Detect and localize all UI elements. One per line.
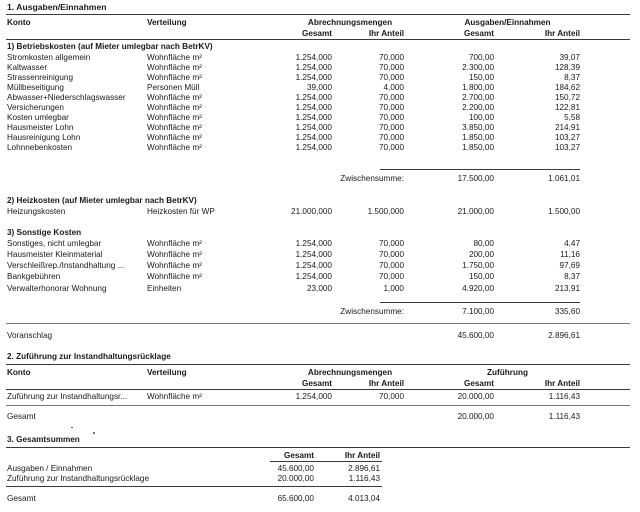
row-ag-gesamt: 80,00 [473,239,494,248]
bk-zwischensumme-gesamt: 17.500,00 [457,174,494,183]
s2-header-abrechnungsmengen: Abrechnungsmengen [307,368,393,377]
s2-gesamt-label: Gesamt [7,412,36,421]
voranschlag-anteil: 2.896,61 [548,331,580,340]
voranschlag-label: Voranschlag [7,331,53,340]
row-ag-gesamt: 3.850,00 [462,123,494,132]
row-konto: Müllbeseitigung [7,83,64,92]
row-gesamt: 21.000,000 [291,207,332,216]
row-konto: Lohnnebenkosten [7,143,73,152]
s3-row-gesamt: 45.600,00 [277,464,314,473]
section-2-title: 2. Zuführung zur Instandhaltungsrücklage [7,352,171,361]
row-ag-gesamt: 1.800,00 [462,83,494,92]
s3-gesamt-label: Gesamt [7,494,36,503]
s3-gesamt-anteil: 4.013,04 [348,494,380,503]
row-ag-gesamt: 200,00 [468,250,494,259]
row-ag-gesamt: 150,00 [468,73,494,82]
row-konto: Hausmeister Lohn [7,123,74,132]
row-anteil: 70,000 [378,250,404,259]
row-ag-anteil: 103,27 [554,143,580,152]
row-konto: Versicherungen [7,103,64,112]
row-anteil: 70,000 [378,261,404,270]
row-anteil: 70,000 [378,113,404,122]
row-ag-anteil: 128,39 [554,63,580,72]
row-ag-gesamt: 150,00 [468,272,494,281]
s2-header-z-anteil: Ihr Anteil [544,379,580,388]
voranschlag-gesamt: 45.600,00 [457,331,494,340]
row-anteil: 70,000 [378,143,404,152]
row-z-gesamt: 20.000,00 [457,392,494,401]
row-anteil: 1.500,000 [367,207,404,216]
sk-zwischensumme-anteil: 335,60 [554,307,580,316]
s3-row-anteil: 1.116,43 [348,474,380,483]
row-gesamt: 39,000 [306,83,332,92]
row-konto: Stromkosten allgemein [7,53,91,62]
row-ag-gesamt: 100,00 [468,113,494,122]
row-ag-anteil: 214,91 [554,123,580,132]
row-ag-anteil: 184,62 [554,83,580,92]
voranschlag-rule [6,323,630,324]
section-3-title-rule [6,447,630,448]
row-z-anteil: 1.116,43 [548,392,580,401]
s1-header-verteilung: Verteilung [147,18,187,27]
s2-header-rule [6,389,630,390]
s3-gesamt-rule [6,486,382,487]
row-anteil: 70,000 [378,103,404,112]
row-verteilung: Wohnfläche m² [147,103,202,112]
row-verteilung: Wohnfläche m² [147,239,202,248]
row-gesamt: 1.254,000 [295,250,332,259]
row-verteilung: Wohnfläche m² [147,250,202,259]
row-gesamt: 1.254,000 [295,73,332,82]
row-ag-anteil: 150,72 [554,93,580,102]
row-konto: Hausmeister Kleinmaterial [7,250,103,259]
s3-row-label: Ausgaben / Einnahmen [7,464,93,473]
s3-gesamt-gesamt: 65.600,00 [277,494,314,503]
scan-speck [71,427,73,428]
s3-row-anteil: 2.896,61 [348,464,380,473]
s2-gesamt-gesamt: 20.000,00 [457,412,494,421]
row-verteilung: Wohnfläche m² [147,93,202,102]
row-anteil: 70,000 [378,123,404,132]
sk-subtotal-rule [380,302,580,303]
row-anteil: 70,000 [378,392,404,401]
row-konto: Zuführung zur Instandhaltungsr... [7,392,128,401]
sk-zwischensumme-label: Zwischensumme: [340,307,404,316]
row-verteilung: Wohnfläche m² [147,261,202,270]
row-verteilung: Wohnfläche m² [147,113,202,122]
row-gesamt: 1.254,000 [295,53,332,62]
row-verteilung: Wohnfläche m² [147,63,202,72]
row-konto: Kosten umlegbar [7,113,69,122]
row-konto: Heizungskosten [7,207,66,216]
s2-header-verteilung: Verteilung [147,368,187,377]
row-anteil: 70,000 [378,63,404,72]
s2-header-zufuehrung: Zuführung [487,368,528,377]
row-ag-gesamt: 2.700,00 [462,93,494,102]
row-ag-gesamt: 4.920,00 [462,284,494,293]
row-ag-anteil: 39,07 [559,53,580,62]
row-ag-anteil: 97,69 [559,261,580,270]
row-gesamt: 1.254,000 [295,103,332,112]
row-anteil: 4,000 [383,83,404,92]
row-ag-anteil: 5,58 [564,113,580,122]
row-konto: Hausreinigung Lohn [7,133,81,142]
row-ag-anteil: 8,37 [564,73,580,82]
row-konto: Bankgebühren [7,272,61,281]
row-verteilung: Wohnfläche m² [147,133,202,142]
row-anteil: 70,000 [378,93,404,102]
row-ag-anteil: 11,16 [560,250,580,259]
s2-header-konto: Konto [7,368,31,377]
row-anteil: 70,000 [378,73,404,82]
s3-header-anteil: Ihr Anteil [344,451,380,460]
scan-speck [93,432,95,434]
s1-header-ag-anteil: Ihr Anteil [544,29,580,38]
row-verteilung: Einheiten [147,284,182,293]
s1-header-konto: Konto [7,18,31,27]
row-anteil: 1,000 [383,284,404,293]
s1-header-gesamt: Gesamt [301,29,332,38]
row-konto: Kaltwasser [7,63,48,72]
heizkosten-title: 2) Heizkosten (auf Mieter umlegbar nach BetrKV) [7,196,197,205]
row-verteilung: Wohnfläche m² [147,53,202,62]
s2-header-anteil: Ihr Anteil [368,379,404,388]
s1-header-rule [6,39,630,40]
s1-header-anteil: Ihr Anteil [368,29,404,38]
row-gesamt: 23,000 [306,284,332,293]
bk-zwischensumme-label: Zwischensumme: [340,174,404,183]
row-verteilung: Wohnfläche m² [147,123,202,132]
section-1-title: 1. Ausgaben/Einnahmen [7,2,107,12]
sk-zwischensumme-gesamt: 7.100,00 [462,307,494,316]
section-2-title-rule [6,364,630,365]
row-gesamt: 1.254,000 [295,392,332,401]
bk-subtotal-rule [380,169,580,170]
section-1-title-rule [6,14,630,15]
row-verteilung: Heizkosten für WP [147,207,215,216]
row-anteil: 70,000 [378,272,404,281]
s1-header-abrechnungsmengen: Abrechnungsmengen [307,18,393,27]
row-konto: Verwalterhonorar Wohnung [7,284,107,293]
row-gesamt: 1.254,000 [295,113,332,122]
row-ag-anteil: 103,27 [554,133,580,142]
row-verteilung: Wohnfläche m² [147,143,202,152]
row-konto: Strassenreinigung [7,73,73,82]
bk-zwischensumme-anteil: 1.061,01 [548,174,580,183]
s2-gesamt-anteil: 1.116,43 [548,412,580,421]
betriebskosten-title: 1) Betriebskosten (auf Mieter umlegbar nach BetrKV) [7,42,213,51]
row-gesamt: 1.254,000 [295,123,332,132]
row-anteil: 70,000 [378,133,404,142]
s3-header-rule [270,461,382,462]
row-gesamt: 1.254,000 [295,143,332,152]
s2-gesamt-rule [6,405,630,406]
row-konto: Abwasser+Niederschlagswasser [7,93,126,102]
row-ag-anteil: 4,47 [564,239,580,248]
row-ag-gesamt: 21.000,00 [457,207,494,216]
row-ag-gesamt: 2.300,00 [462,63,494,72]
row-konto: Sonstiges, nicht umlegbar [7,239,102,248]
row-ag-anteil: 213,91 [554,284,580,293]
s3-row-gesamt: 20.000,00 [277,474,314,483]
section-3-title: 3. Gesamtsummen [7,435,80,444]
row-ag-gesamt: 2.200,00 [462,103,494,112]
row-anteil: 70,000 [378,53,404,62]
row-gesamt: 1.254,000 [295,93,332,102]
row-gesamt: 1.254,000 [295,261,332,270]
row-ag-anteil: 8,37 [564,272,580,281]
row-ag-gesamt: 700,00 [468,53,494,62]
sonstige-title: 3) Sonstige Kosten [7,228,82,237]
row-konto: Verschleißrep./Instandhaltung ... [7,261,125,270]
s1-header-ausgaben-einnahmen: Ausgaben/Einnahmen [464,18,551,27]
row-ag-gesamt: 1.750,00 [462,261,494,270]
s1-header-ag-gesamt: Gesamt [463,29,494,38]
row-ag-gesamt: 1.850,00 [462,143,494,152]
row-verteilung: Personen Müll [147,83,200,92]
s3-row-label: Zuführung zur Instandhaltungsrücklage [7,474,150,483]
s2-header-z-gesamt: Gesamt [463,379,494,388]
row-anteil: 70,000 [378,239,404,248]
row-ag-anteil: 122,81 [554,103,580,112]
row-gesamt: 1.254,000 [295,133,332,142]
row-verteilung: Wohnfläche m² [147,392,202,401]
row-gesamt: 1.254,000 [295,63,332,72]
row-gesamt: 1.254,000 [295,272,332,281]
s2-header-gesamt: Gesamt [301,379,332,388]
s3-header-gesamt: Gesamt [283,451,314,460]
row-ag-anteil: 1.500,00 [548,207,580,216]
row-verteilung: Wohnfläche m² [147,73,202,82]
row-verteilung: Wohnfläche m² [147,272,202,281]
row-gesamt: 1.254,000 [295,239,332,248]
row-ag-gesamt: 1.850,00 [462,133,494,142]
